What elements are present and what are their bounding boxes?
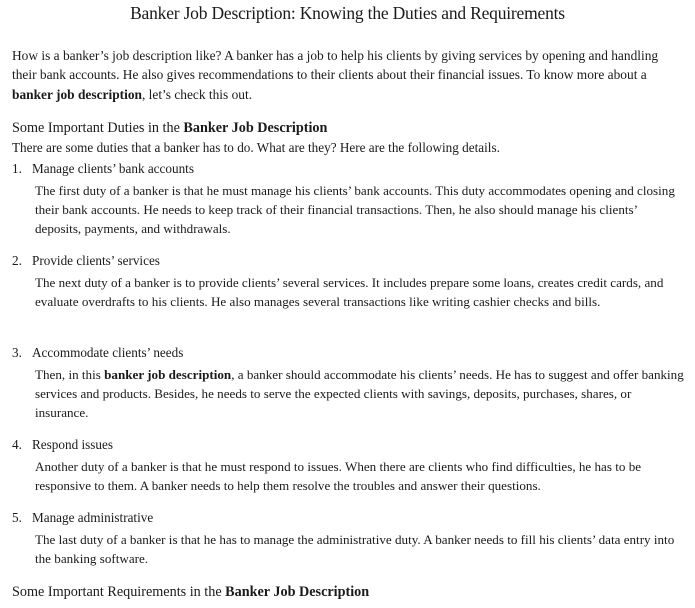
duty-item-title [12,509,153,527]
duty-item-title-text: Respond issues [32,437,113,452]
duty-item-title-text: Accommodate clients’ needs [32,345,184,360]
duty-item-body [35,457,685,495]
duty-item-title [12,344,183,362]
duty-body-before: Another duty of a banker is that he must respond to issues. When there are clients who find difficulties, he has to be responsive to them. A banker needs to help them resolve the troubles and answer their questions. [35,459,642,493]
duty-body-after: , a banker should accommodate his clients’ needs. He has to suggest and offer banking services and products. Besides, he needs to serve the expected clients with savings, deposits, purchases, shares, or insurance. [35,367,684,420]
duties-heading-bold: Banker Job Description [183,120,328,136]
requirements-heading-bold: Banker Job Description [225,584,370,600]
duty-body-before: The first duty of a banker is that he must manage his clients’ bank accounts. This duty accommodates opening and closing their bank accounts. He needs to keep track of their financial transactions. Then, he also should manage his clients’ deposits, payments, and withdrawals. [35,183,675,236]
intro-text-after: , let’s check this out. [141,86,253,102]
duty-body-before: The next duty of a banker is to provide clients’ several services. It includes prepare some loans, creates credit cards, and evaluate overdrafts to his clients. He also manages several transactions like writing cashier checks and bills. [35,275,664,309]
duties-heading [12,119,327,137]
duty-body-before: Then, in this [35,367,105,382]
duty-item-title-text: Manage administrative [32,510,154,525]
intro-text-before: How is a banker’s job description like? A banker has a job to help his clients by giving services by opening and handling their bank accounts. He also gives recommendations to their clients about their financial issues. To know more about a [12,48,659,83]
duty-item-title [12,252,160,270]
duty-item-title-text: Provide clients’ services [32,253,160,268]
intro-bold-keyword: banker job description [12,86,142,102]
duty-item-body [35,530,685,568]
page-title: Banker Job Description: Knowing the Duties and Requirements [130,3,565,23]
duty-item-body [35,365,685,422]
intro-paragraph [12,46,682,104]
duty-item-number: 2. [12,253,22,268]
duty-body-bold: banker job description [104,367,232,382]
duty-item-title [12,436,113,454]
duty-item-number: 1. [12,161,22,176]
duty-body-before: The last duty of a banker is that he has to manage the administrative duty. A banker needs to fill his clients’ data entry into the banking software. [35,532,675,566]
duties-intro: There are some duties that a banker has to do. What are they? Here are the following details. [12,140,500,155]
duties-heading-prefix: Some Important Duties in the [12,120,184,136]
duty-item-number: 3. [12,345,22,360]
requirements-heading-prefix: Some Important Requirements in the [12,584,226,600]
requirements-heading [12,583,369,601]
duty-item-body [35,273,685,311]
duty-item-title [12,160,194,178]
duty-item-body [35,181,685,238]
duty-item-number: 4. [12,437,22,452]
duty-item-title-text: Manage clients’ bank accounts [32,161,194,176]
duty-item-number: 5. [12,510,22,525]
